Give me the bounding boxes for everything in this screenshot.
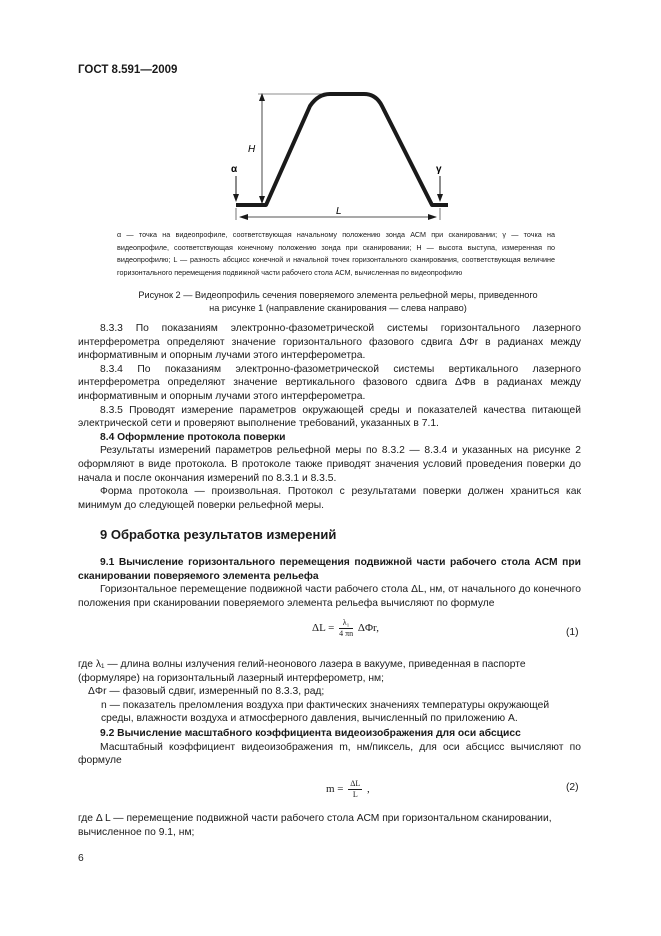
paragraph-8-3-5: 8.3.5 Проводят измерение параметров окружающей среды и показателей качества питающей электрической сети и проверяют выполнение требований, указанных в 7.1.	[78, 404, 581, 430]
formula-2-rhs: ,	[367, 783, 370, 796]
definition-delta-phi-text: фазовый сдвиг, измеренный по 8.3.3, рад;	[122, 686, 325, 698]
definition-n-text: показатель преломления воздуха при фактических значениях температуры окружающей среды, влажности воздуха и атмосферного давления, вычисленный по приложению А.	[101, 699, 550, 725]
formula-1-denominator: 4 πn	[339, 629, 354, 638]
definition-n-term: n —	[101, 699, 120, 711]
profile-curve	[236, 94, 448, 205]
definition-lambda	[78, 658, 581, 685]
formula-2-fraction	[348, 779, 362, 800]
heading-9-2: 9.2 Вычисление масштабного коэффициента видеоизображения для оси абсцисс	[100, 728, 521, 739]
gamma-label: γ	[436, 164, 442, 175]
formula-1-numerator: λ₁	[339, 618, 353, 629]
page-number: 6	[78, 853, 84, 864]
definition-delta-l-text: перемещение подвижной части рабочего стола АСМ при горизонтальном сканировании, вычисленное по 9.1, нм;	[78, 813, 552, 838]
paragraph-8-4-b: Форма протокола — произвольная. Протокол с результатами поверки должен храниться как минимум до следующей поверки рельефной меры.	[78, 486, 581, 511]
formula-1-fraction	[339, 618, 353, 639]
section-9-2-text	[78, 727, 581, 768]
paragraph-8-3-3: 8.3.3 По показаниям электронно-фазометрической системы горизонтального лазерного интерферометра определяют значение горизонтального фазового сдвига ΔΦr в радианах между информативным и опорным лучами этого интерферометра.	[78, 323, 581, 362]
definition-delta-l	[78, 812, 581, 839]
definition-n	[78, 699, 581, 726]
formula-1-rhs: ΔΦr,	[357, 622, 379, 635]
formula-1	[312, 618, 379, 639]
formula-2-denominator: L	[352, 790, 358, 799]
alpha-label: α	[231, 164, 238, 175]
figure-caption	[108, 289, 568, 314]
caption-line-1: Рисунок 2 — Видеопрофиль сечения поверяемого элемента рельефной меры, приведенного	[138, 290, 538, 300]
heading-8-4: 8.4 Оформление протокола поверки	[100, 431, 286, 443]
formula-1-lhs: ΔL =	[312, 622, 335, 635]
formula-2-numerator: ΔL	[350, 779, 361, 788]
definition-delta-phi	[78, 685, 581, 699]
video-profile-figure	[228, 88, 460, 224]
formula-2-lhs: m =	[326, 783, 344, 796]
formula-1-number: (1)	[566, 627, 579, 638]
section-9-1-text	[78, 556, 581, 610]
paragraph-9-1: Горизонтальное перемещение подвижной части рабочего стола ΔL, нм, от начального до конечного положения при сканировании поверяемого элемента рельефа вычисляют по формуле	[78, 584, 581, 609]
formula-2-definitions	[78, 812, 581, 839]
definition-lambda-text: длина волны излучения гелий-неонового лазера в вакууме, приведенная в паспорте (формуляре) на горизонтальный лазерный интерферометр, нм;	[78, 659, 526, 684]
definition-delta-phi-term: ΔΦr —	[88, 686, 120, 698]
formula-2-number: (2)	[566, 782, 579, 793]
document-header: ГОСТ 8.591—2009	[78, 64, 178, 76]
paragraph-8-4-a: Результаты измерений параметров рельефной меры по 8.3.2 — 8.3.4 и указанных на рисунке 2 оформляют в виде протокола. В протоколе также приводят значения условий проведения поверки до начала и после окончания измерений по 8.3.1 и 8.3.5.	[78, 445, 581, 484]
height-label: H	[248, 144, 256, 155]
length-label: L	[336, 206, 342, 217]
definition-delta-l-term: где Δ L —	[78, 813, 124, 824]
paragraph-9-2: Масштабный коэффициент видеоизображения m, нм/пиксель, для оси абсцисс вычисляют по формуле	[78, 741, 581, 767]
figure-legend: α — точка на видеопрофиле, соответствующая начальному положению зонда АСМ при сканировании; γ — точка на видеопрофиле, соответствующая конечному положению зонда при сканировании; H — высота выступа, измеренная по видеопрофилю; L — разность абсцисс конечной и начальной точек горизонтального сканирования, соответствующая величине горизонтального перемещения подвижной части рабочего стола АСМ, вычисленная по видеопрофилю	[117, 230, 555, 277]
paragraph-8-3-4: 8.3.4 По показаниям электронно-фазометрической системы вертикального лазерного интерферометра определяют значение вертикального фазового сдвига ΔΦв в радианах между информативным и опорным лучами этого интерферометра.	[78, 363, 581, 402]
formula-2	[326, 779, 370, 800]
heading-section-9: 9 Обработка результатов измерений	[100, 527, 337, 542]
heading-9-1: 9.1 Вычисление горизонтального перемещения подвижной части рабочего стола АСМ при сканировании поверяемого элемента рельефа	[78, 557, 581, 582]
caption-line-2: на рисунке 1 (направление сканирования — слева направо)	[209, 302, 467, 313]
formula-1-definitions	[78, 658, 581, 726]
section-8-3-text	[78, 322, 581, 512]
definition-lambda-term: где λ₁ —	[78, 659, 118, 670]
